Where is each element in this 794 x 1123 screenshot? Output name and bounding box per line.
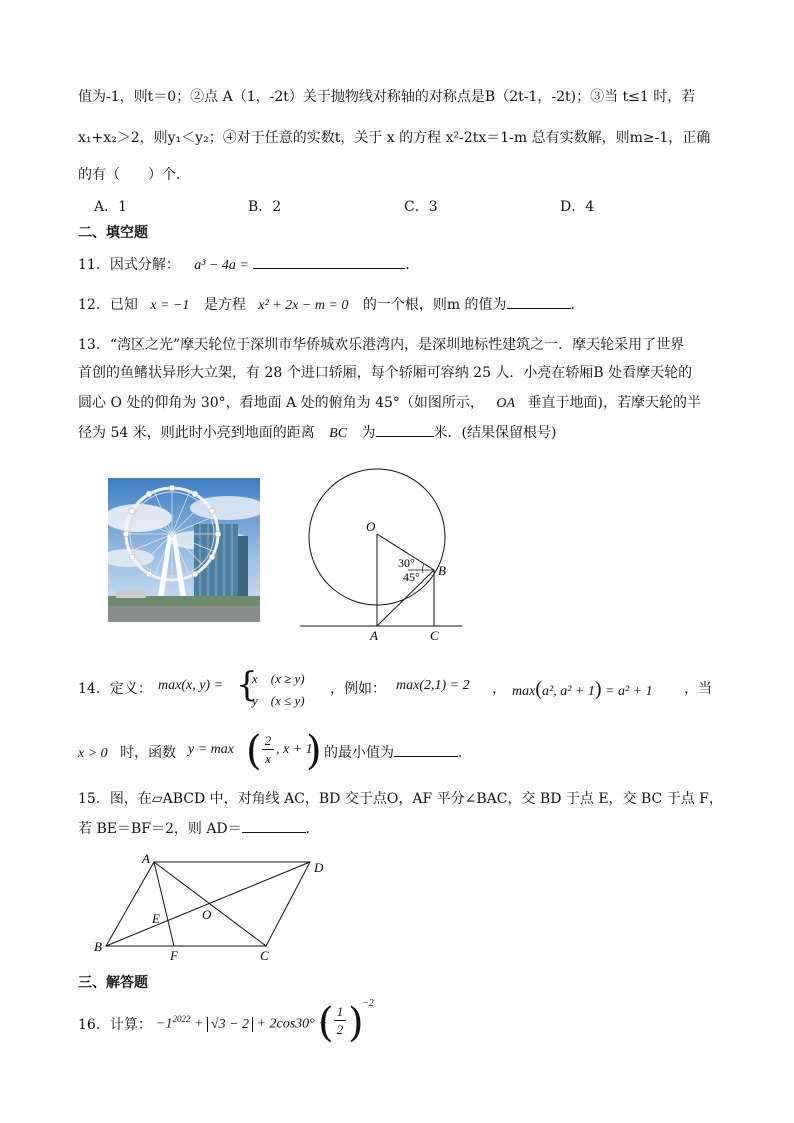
q14-min-text: 的最小值为 [324, 745, 394, 761]
q14-line2 [78, 742, 176, 765]
q14-function-expr [188, 742, 234, 758]
q11-suffix: ． [405, 257, 420, 273]
q14-second-arg: , x + 1 [276, 742, 313, 757]
q14-case1: x (x ≥ y) [252, 671, 305, 686]
angle-30-label: 30° [398, 556, 415, 570]
q13-line4c: 米．(结果保留根号) [433, 425, 557, 441]
q11-answer-blank[interactable] [253, 254, 405, 269]
label-f: F [170, 948, 178, 963]
q14-example1: max(2,1) = 2 [396, 678, 470, 693]
q14-answer-blank[interactable] [394, 742, 458, 757]
q12-answer-blank[interactable] [507, 294, 571, 309]
diagonal-bd [106, 862, 310, 946]
q14-tail: ，当 [684, 681, 712, 697]
q13-answer-blank[interactable] [376, 422, 434, 437]
q11-expression: a³ − 4a = [194, 258, 249, 273]
q14-answer-text [324, 742, 472, 762]
angle-45-label: 45° [403, 570, 420, 584]
q12 [78, 294, 585, 317]
q14-ex2-max: max [512, 684, 536, 699]
label-b: B [438, 563, 446, 578]
label-c: C [430, 628, 439, 643]
q12-equation: x² + 2x − m = 0 [258, 298, 349, 313]
q16-term3: + 2cos30° + [256, 1016, 328, 1032]
q14-func-text: 时，函数 [120, 745, 177, 761]
q12-root: x = −1 [150, 298, 190, 313]
q14-condition: x > 0 [78, 746, 108, 761]
q13-line4b: 为 [361, 425, 376, 441]
q14-comma: ， [492, 681, 506, 697]
label-o: O [366, 519, 376, 534]
q10-line1: 值为-1，则t＝0；②点 A（1，-2t）关于抛物线对称轴的对称点是B（2t-1，-2t)；③当 t≤1 时，若 [78, 89, 696, 105]
q15-line2 [78, 818, 320, 840]
q14-ex2-result: = a² + 1 [605, 684, 653, 699]
q14-frac-num: 2 [262, 733, 274, 750]
q13-line1: 13．“湾区之光”摩天轮位于深圳市华侨城欢乐港湾内，是深圳地标性建筑之一．摩天轮采用了世界 [78, 337, 685, 353]
q16-frac-num: 1 [334, 1004, 346, 1021]
label-e: E [152, 911, 160, 926]
q13-line4 [78, 422, 556, 445]
q12-suffix: 的一个根，则m 的值为 [362, 297, 507, 313]
q10-option-d: D．4 [560, 199, 595, 215]
q10-option-b: B．2 [248, 199, 282, 215]
q14-frac-den: x [265, 751, 271, 766]
q13-line2: 首创的鱼鳍状异形大立架，有 28 个进口轿厢，每个轿厢可容纳 25 人．小亮在轿厢B 处看摩天轮的 [78, 365, 693, 381]
label-o: O [202, 907, 212, 922]
q11 [78, 254, 419, 277]
q12-prefix: 12．已知 [78, 297, 138, 313]
q12-mid: 是方程 [203, 297, 246, 313]
q14-paren-right: ) [306, 728, 322, 774]
q10-option-a: A．1 [94, 199, 128, 215]
q14-example2: max(a², a² + 1) = a² + 1 [512, 678, 653, 700]
q13-line3 [78, 392, 701, 415]
q11-prefix: 11．因式分解： [78, 257, 180, 273]
q16-prefix: 16．计算： [78, 1017, 152, 1033]
q13-oa: OA [496, 396, 516, 411]
q10-line3: 的有（ ）个． [78, 167, 190, 183]
q14-func-max: y = max [188, 742, 234, 757]
q16-term1: −1 [156, 1016, 173, 1032]
q14-brace: { [236, 665, 258, 705]
q15-end: ． [305, 821, 320, 837]
q15-parallelogram-figure [88, 850, 338, 966]
q14-paren-left: ( [246, 728, 262, 774]
q15-line2-text: 若 BE＝BF＝2，则 AD＝ [78, 821, 242, 837]
q16-paren-right: ) [348, 1000, 364, 1046]
section-fill-in-heading: 二、填空题 [78, 225, 148, 241]
label-d: D [314, 860, 324, 875]
q14-max-def: max(x, y) = [158, 678, 224, 693]
q15-line1: 15．图，在▱ABCD 中，对角线 AC，BD 交于点O，AF 平分∠BAC，交 BD 于点 E，交 BC 于点 F， [78, 791, 723, 807]
q16-frac-den: 2 [336, 1022, 344, 1037]
q14-eg: ，例如： [330, 681, 386, 697]
q13-line3a: 圆心 O 处的仰角为 30°，看地面 A 处的俯角为 45°（如图所示， [78, 395, 484, 411]
q10-line2: x₁+x₂＞2，则y₁＜y₂；④对于任意的实数t，关于 x 的方程 x²-2tx＝1-m 总有实数解，则m≥-1，正确 [78, 130, 711, 146]
q14-case2: y (x ≤ y) [252, 693, 305, 708]
label-c: C [260, 948, 269, 963]
q13-line3b: 垂直于地面)，若摩天轮的半 [527, 395, 701, 411]
section-solve-heading: 三、解答题 [78, 975, 148, 991]
q16-plus: + [193, 1016, 204, 1032]
label-b: B [94, 939, 102, 954]
label-a: A [370, 628, 378, 643]
q13-bc: BC [329, 426, 348, 441]
q10-option-c: C．3 [404, 199, 438, 215]
q16-paren-left: ( [318, 1000, 334, 1046]
q16-exp1: 2022 [172, 1014, 191, 1024]
q16-exp2: −2 [362, 998, 374, 1009]
q16-abs: √3 − 2 [207, 1017, 253, 1032]
q16-expression [156, 1014, 328, 1033]
q13-line4a: 径为 54 米，则此时小亮到地面的距离 [78, 425, 315, 441]
q14-ex2-args: a², a² + 1 [542, 684, 595, 699]
ferris-wheel-photo [108, 478, 260, 622]
q15-answer-blank[interactable] [242, 818, 306, 833]
label-a: A [142, 851, 150, 866]
q14-end: ． [458, 745, 472, 761]
q12-end: ． [570, 297, 585, 313]
q13-geometry-figure [296, 460, 476, 646]
q14-prefix: 14．定义： [78, 681, 152, 697]
